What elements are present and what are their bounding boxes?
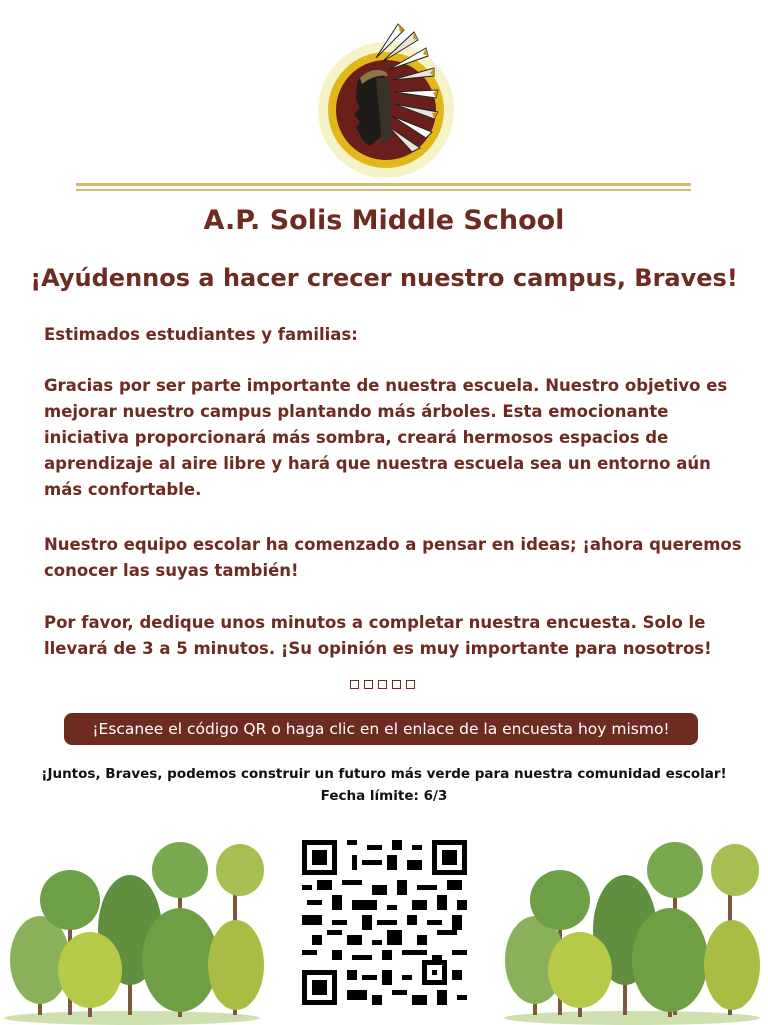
letter-greeting: Estimados estudiantes y familias:: [44, 325, 358, 344]
letter-paragraph-2: Nuestro equipo escolar ha comenzado a pensar en ideas; ¡ahora queremos conocer las suyas también!: [44, 535, 742, 580]
letter-paragraph-3: Por favor, dedique unos minutos a completar nuestra encuesta. Solo le llevará de 3 a 5 minutos. ¡Su opinión es muy importante para nosotros!: [44, 613, 712, 658]
dot-icon: [406, 680, 415, 689]
survey-qr-code-icon[interactable]: [302, 840, 467, 1005]
deadline-text: Fecha límite: 6/3: [320, 788, 448, 804]
page-headline: ¡Ayúdennos a hacer crecer nuestro campus, Braves!: [30, 264, 738, 292]
survey-cta-banner[interactable]: ¡Escanee el código QR o haga clic en el enlace de la encuesta hoy mismo!: [64, 713, 698, 745]
letter-paragraph-1: Gracias por ser parte importante de nuestra escuela. Nuestro objetivo es mejorar nuestro campus plantando más árboles. Esta emocionante iniciativa proporcionará más sombra, creará hermosos espacios de aprendizaje al aire libre y hará que nuestra escuela sea un entorno aún más confortable.: [44, 376, 728, 499]
decorative-dots: [350, 680, 415, 689]
dot-icon: [378, 680, 387, 689]
trees-left-icon: [0, 835, 265, 1025]
gold-divider-top: [76, 183, 691, 186]
gold-divider-bottom: [76, 189, 691, 191]
school-name: A.P. Solis Middle School: [203, 205, 565, 236]
dot-icon: [392, 680, 401, 689]
trees-right-icon: [500, 835, 765, 1025]
dot-icon: [350, 680, 359, 689]
dot-icon: [364, 680, 373, 689]
together-message: ¡Juntos, Braves, podemos construir un futuro más verde para nuestra comunidad escolar!: [41, 766, 727, 782]
braves-logo-icon: [316, 18, 466, 178]
